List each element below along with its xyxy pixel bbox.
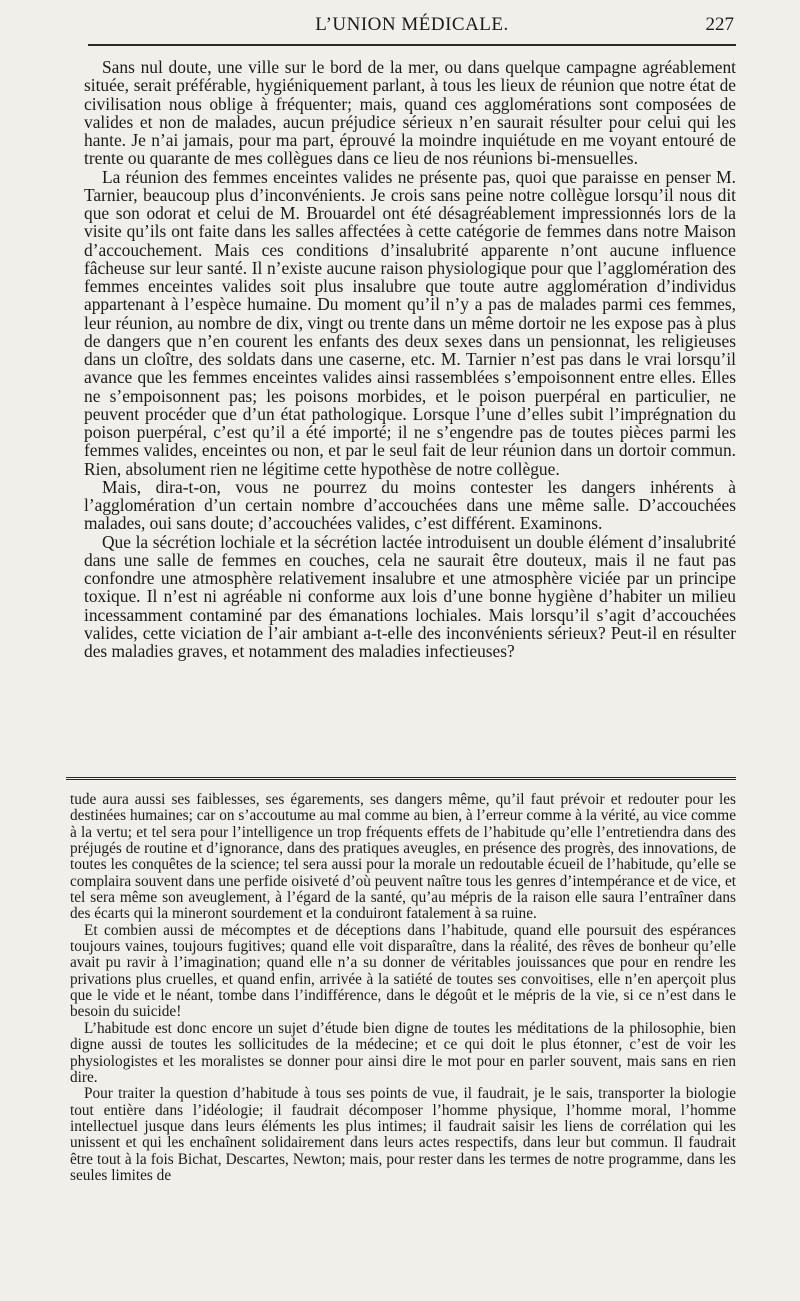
journal-title: L’UNION MÉDICALE. [315, 14, 509, 35]
paragraph: Sans nul doute, une ville sur le bord de la mer, ou dans quelque campagne agréablement située, serait préférable, hygiéniquement parlant, à tous les lieux de réunion que notre état de civilisation nous oblige à fréquenter; mais, quand ces agglomérations sont composées de valides et non de malades, aucun préjudice sérieux n’en saurait résulter pour celui qui les hante. Je n’ai jamais, pour ma part, éprouvé la moindre inquiétude en me voyant entouré de trente ou quarante de mes collègues dans ce lieu de nos réunions bi-mensuelles. [84, 57, 736, 169]
paragraph: Et combien aussi de mécomptes et de déceptions dans l’habitude, quand elle poursuit des espérances toujours vaines, toujours fugitives; quand elle voit disparaître, dans la réalité, des rêves de bonheur qu’elle avait pu ravir à l’imagination; quand elle n’a su donner de véritables jouissances que pour en rendre les privations plus cruelles, et quand enfin, arrivée à la satiété de toutes ses convoitises, elle n’en aperçoit plus que le vide et le néant, tombe dans l’indifférence, dans le dégoût et le mépris de la vie, si ce n’est dans le besoin du suicide! [70, 921, 736, 1021]
running-header [90, 14, 734, 38]
header-rule [88, 44, 736, 46]
paragraph: Mais, dira-t-on, vous ne pourrez du moins contester les dangers inhérents à l’agglomération d’un certain nombre d’accouchées dans une même salle. D’accouchées malades, oui sans doute; d’accouchées valides, c’est différent. Examinons. [84, 476, 736, 534]
paragraph: tude aura aussi ses faiblesses, ses égarements, ses dangers même, qu’il faut prévoir et redouter pour les destinées humaines; car on s’accoutume au mal comme au bien, à l’erreur comme à la vérité, au vice comme à la vertu; et tel sera pour l’intelligence un trop fréquents effets de l’habitude qu’elle l’entretiendra dans des préjugés de routine et d’ignorance, dans des pratiques aveugles, en présence des progrès, des innovations, de toutes les conquêtes de la science; tel sera aussi pour la morale un redoutable écueil de l’habitude, qu’elle se complaira souvent dans une perfide oisiveté d’où peuvent naître tous les genres d’intempérance et de vice, et tel sera même son aveuglement, à l’égard de la santé, qu’au mépris de la raison elle saura l’entraîner dans des écarts qui la mineront sourdement et la conduiront fatalement à sa ruine. [70, 791, 736, 923]
paragraph: Que la sécrétion lochiale et la sécrétion lactée introduisent un double élément d’insalubrité dans une salle de femmes en couches, cela ne saurait être douteux, mais il ne faut pas confondre une atmosphère relativement insalubre et une atmosphère viciée par un principe toxique. Il n’est ni agréable ni conforme aux lois d’une bonne hygiène d’habiter un milieu incessamment contaminé par des émanations lochiales. Mais lorsqu’il s’agit d’accouchées valides, cette viciation de l’air ambiant a-t-elle des inconvénients sérieux? Peut-il en résulter des maladies graves, et notamment des maladies infectieuses? [84, 531, 736, 661]
page-number: 227 [705, 14, 734, 35]
feuilleton-separator [66, 777, 736, 780]
paragraph: L’habitude est donc encore un sujet d’étude bien digne de toutes les méditations de la philosophie, bien digne aussi de toutes les sollicitudes de la médecine; et ce qui doit le plus étonner, c’est de voir les physiologistes et les moralistes se donner pour ainsi dire le mot pour en parler souvent, mais sans en rien dire. [70, 1019, 736, 1086]
feuilleton-text [70, 792, 736, 1184]
paragraph: Pour traiter la question d’habitude à tous ses points de vue, il faudrait, je le sais, transporter la biologie tout entière dans l’idéologie; il faudrait décomposer l’homme physique, l’homme moral, l’homme intellectuel jusque dans leurs éléments les plus intimes; il faudrait saisir les liens de corrélation qui les unissent et qui les enchaînent solidairement dans leurs actes respectifs, dans leur but commun. Il faudrait être tout à la fois Bichat, Descartes, Newton; mais, pour rester dans les termes de notre programme, dans les seules limites de [70, 1085, 736, 1184]
main-text [84, 58, 736, 660]
paragraph: La réunion des femmes enceintes valides ne présente pas, quoi que paraisse en penser M. Tarnier, beaucoup plus d’inconvénients. Je crois sans peine notre collègue lorsqu’il nous dit que son odorat et celui de M. Brouardel ont été désagréablement impressionnés lors de la visite qu’ils ont faite dans les salles affectées à cette catégorie de femmes dans notre Maison d’accouchement. Mais ces conditions d’insalubrité apparente n’ont aucune influence fâcheuse sur leur santé. Il n’existe aucune raison physiologique pour que l’agglomération des femmes enceintes valides soit plus insalubre que toute autre agglomération d’individus appartenant à l’espèce humaine. Du moment qu’il n’y a pas de malades parmi ces femmes, leur réunion, au nombre de dix, vingt ou trente dans un même dortoir ne les expose pas à plus de dangers que n’en courent les enfants des deux sexes dans un pensionnat, les religieuses dans un cloître, des soldats dans une caserne, etc. M. Tarnier n’est pas dans le vrai lorsqu’il avance que les femmes enceintes valides ainsi rassemblées s’empoisonnent entre elles. Elles ne s’empoisonnent pas; les poisons morbides, et le poison puerpéral en particulier, ne peuvent procéder que d’un état pathologique. Lorsque l’une d’elles subit l’imprégnation du poison puerpéral, c’est qu’il a été importé; il ne s’engendre pas de toutes pièces parmi les femmes valides, enceintes ou non, et par le seul fait de leur réunion dans un dortoir commun. Rien, absolument rien ne légitime cette hypothèse de notre collègue. [84, 166, 736, 479]
